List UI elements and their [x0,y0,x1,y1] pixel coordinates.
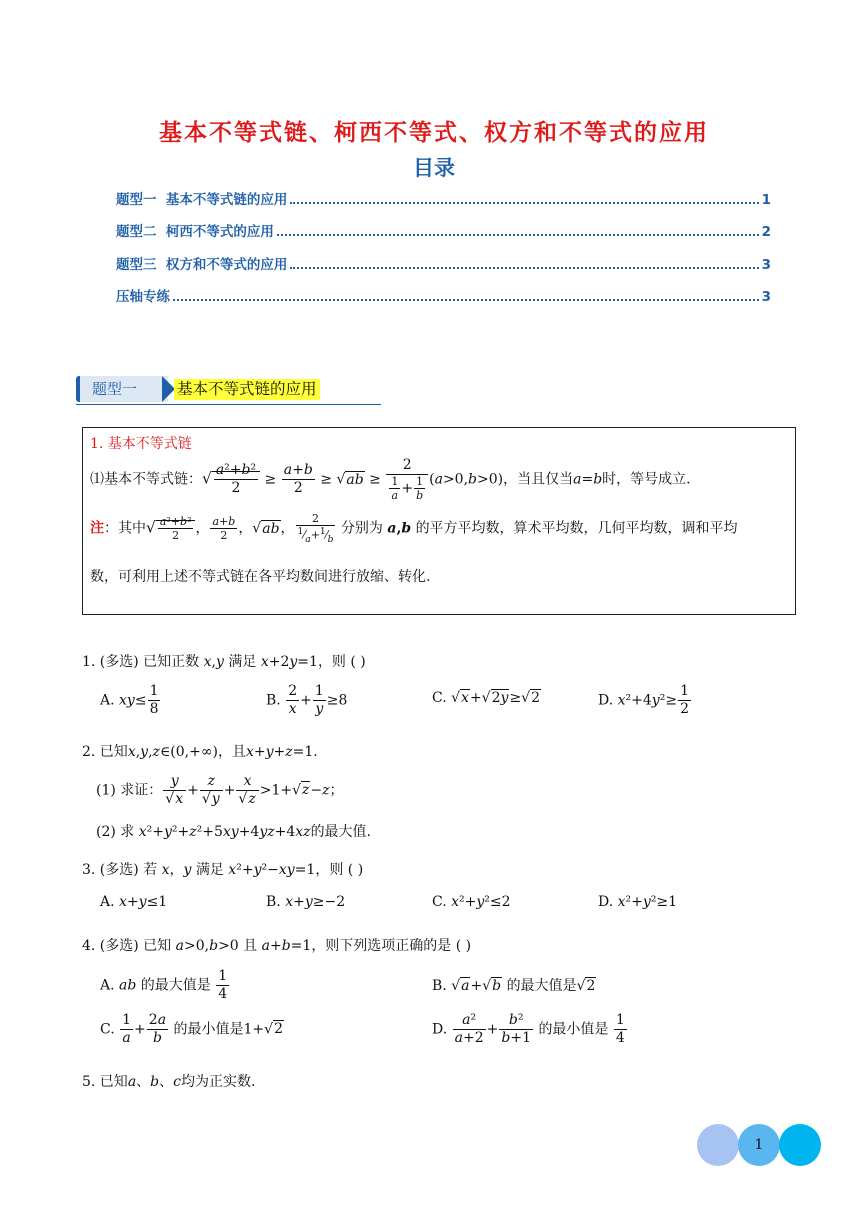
note-line-2: 数，可利用上述不等式链在各平均数间进行放缩、转化. [90,569,431,585]
toc-leader [290,202,758,204]
toc-item-page: 2 [761,224,771,240]
toc-item-page: 3 [761,289,771,305]
inequality-chain-line: ⑴基本不等式链：√ $\frac{\text{a²+b²}}{2}$ ≥ $\frac{a+b}{2}$ ≥ √ab ≥ 2 $\frac{1}{a}$ + $\frac{1}{b}$ (a>0,b>0)，当且仅当a=b时，等号成立. [90,457,691,502]
question-3: 3. (多选) 若 x，y 满足 x²+y²−xy=1，则 ( ) [82,862,364,878]
page-circle-decoration [697,1124,739,1166]
q3-option-a[interactable]: A. x+y≤1 [100,894,168,910]
toc-item-page: 1 [761,192,771,208]
toc-leader [277,234,759,236]
section-tag: 题型一 [76,376,168,402]
toc-item[interactable] [116,285,771,305]
question-4: 4. (多选) 已知 a>0,b>0 且 a+b=1，则下列选项正确的是 ( ) [82,938,472,954]
toc-heading: 目录 [413,156,455,180]
q1-option-d[interactable]: D. x²+4y²≥ $\frac{1}{2}$ [598,683,689,717]
q2-part-1: (1) 求证： $\frac{y}{√x}$ + $\frac{z}{√y}$ + $\frac{x}{√z}$ >1+√z−z； [96,773,344,807]
document-title: 基本不等式链、柯西不等式、权方和不等式的应用 [159,120,709,146]
question-1: 1. (多选) 已知正数 x,y 满足 x+2y=1，则 ( ) [82,654,366,670]
question-5: 5. 已知a、b、c均为正实数. [82,1074,256,1090]
q1-option-a[interactable]: A. xy≤ $\frac{1}{8}$ [100,683,159,717]
toc-item-label: 题型二 柯西不等式的应用 [116,224,274,240]
q4-option-c[interactable]: C. $\frac{1}{a}$ + $\frac{2a}{b}$ 的最小值是1+√2 [100,1012,283,1046]
q4-option-d[interactable]: D. $\frac{\text{a²}}{a+2}$ + $\frac{\text{b²}}{b+1}$ 的最小值是 $\frac{1}{4}$ [432,1012,625,1046]
q2-part-2: (2) 求 x²+y²+z²+5xy+4yz+4xz的最大值. [96,824,372,840]
page-circle-decoration [779,1124,821,1166]
q4-option-a[interactable]: A. ab 的最大值是 $\frac{1}{4}$ [100,968,228,1002]
page-number-circle [738,1124,780,1166]
q3-option-b[interactable]: B. x+y≥−2 [266,894,346,910]
section-name: 基本不等式链的应用 [174,379,320,400]
q1-option-c[interactable]: C. √x+√2y≥√2 [432,690,541,706]
toc-item-label: 题型一 基本不等式链的应用 [116,192,288,208]
toc-leader [290,267,758,269]
note-line: 注：其中√ $\frac{\text{a²+b²}}{2}$ ， $\frac{a+b}{2}$ ，√ab， $\frac{2}{^1⁄_a+^1⁄_b}$ 分别为 a,b 的平方平均数，算术平均数，几何平均数，调和平均 [90,512,738,546]
q1-option-b[interactable]: B. $\frac{2}{x}$ + $\frac{1}{y}$ ≥8 [266,683,348,717]
toc-item[interactable] [116,253,771,273]
section-underline [76,404,381,405]
toc-leader [173,299,759,301]
toc-item-label: 题型三 权方和不等式的应用 [116,257,288,273]
page-number: 1 [754,1137,764,1153]
question-2: 2. 已知x,y,z∈(0,+∞)，且x+y+z=1. [82,744,318,760]
q3-option-c[interactable]: C. x²+y²≤2 [432,894,511,910]
toc-item[interactable] [116,188,771,208]
toc-item-label: 压轴专练 [116,289,170,305]
toc-item-page: 3 [761,257,771,273]
q3-option-d[interactable]: D. x²+y²≥1 [598,894,678,910]
knowledge-title: 1. 基本不等式链 [90,436,192,452]
toc-item[interactable] [116,220,771,240]
q4-option-b[interactable]: B. √a+√b 的最大值是√2 [432,978,596,994]
